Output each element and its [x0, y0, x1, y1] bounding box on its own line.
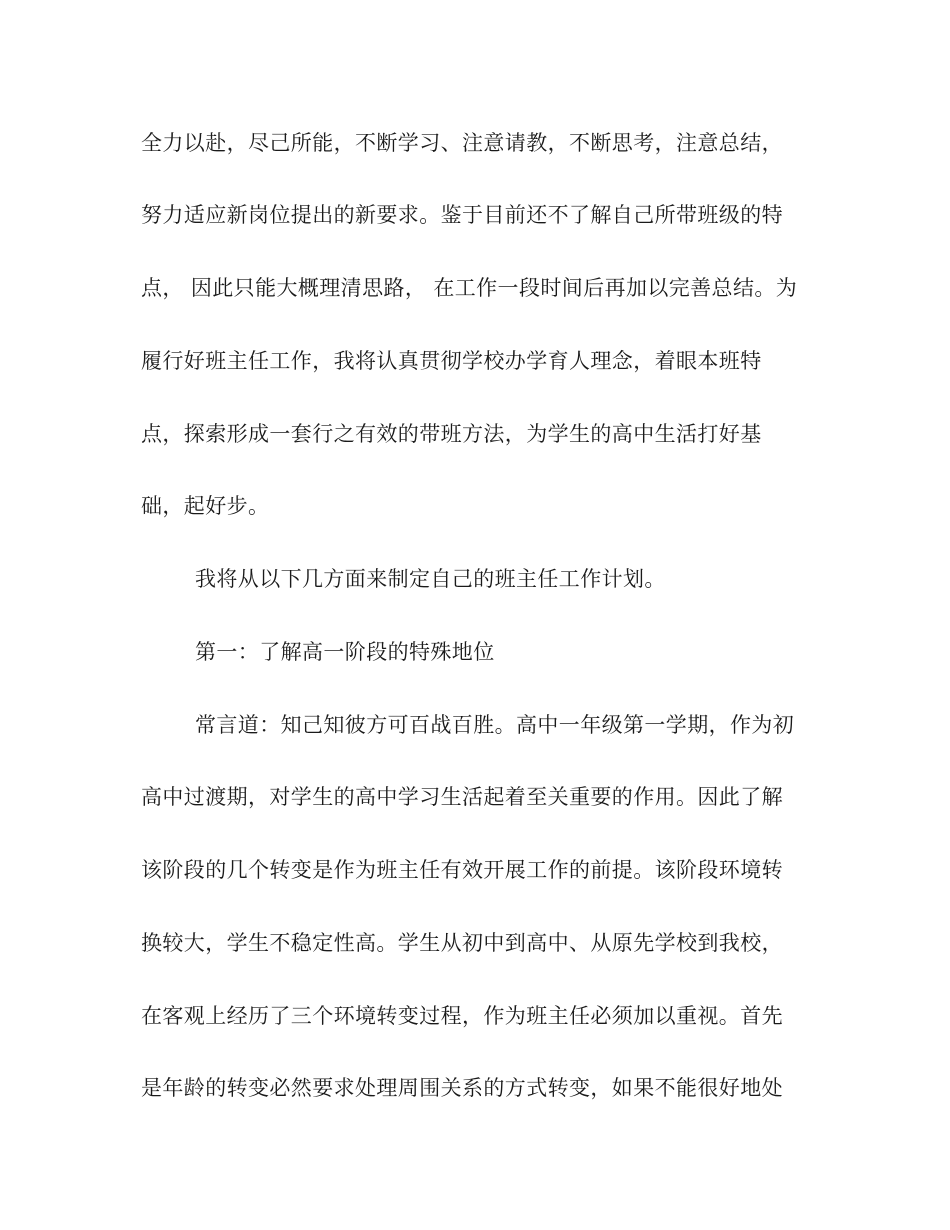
section-heading: 第一：了解高一阶段的特殊地位: [195, 640, 495, 664]
text-line: 高中过渡期，对学生的高中学习生活起着至关重要的作用。因此了解: [141, 785, 783, 809]
text-line: 点， 因此只能大概理清思路， 在工作一段时间后再加以完善总结。为: [141, 276, 798, 300]
text-line: 在客观上经历了三个环境转变过程，作为班主任必须加以重视。首先: [141, 1004, 783, 1028]
text-line: 础，起好步。: [141, 494, 270, 518]
text-line: 是年龄的转变必然要求处理周围关系的方式转变，如果不能很好地处: [141, 1076, 783, 1100]
text-line: 换较大，学生不稳定性高。学生从初中到高中、从原先学校到我校，: [141, 931, 783, 955]
text-line: 该阶段的几个转变是作为班主任有效开展工作的前提。该阶段环境转: [141, 858, 783, 882]
text-line: 点，探索形成一套行之有效的带班方法，为学生的高中生活打好基: [141, 422, 762, 446]
text-line: 全力以赴，尽己所能，不断学习、注意请教，不断思考，注意总结，: [141, 131, 783, 155]
text-line: 努力适应新岗位提出的新要求。鉴于目前还不了解自己所带班级的特: [141, 203, 783, 227]
text-line: 履行好班主任工作，我将认真贯彻学校办学育人理念，着眼本班特: [141, 349, 762, 373]
paragraph-line: 我将从以下几方面来制定自己的班主任工作计划。: [195, 567, 666, 591]
paragraph-line: 常言道：知己知彼方可百战百胜。高中一年级第一学期，作为初: [195, 713, 795, 737]
